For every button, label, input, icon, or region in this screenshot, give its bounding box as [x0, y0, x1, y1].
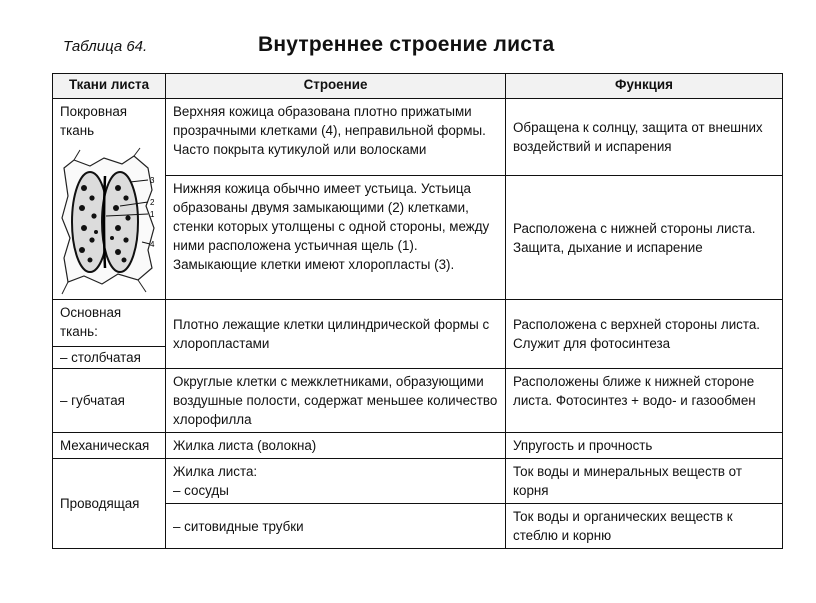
header-function: Функция	[506, 74, 783, 99]
figure-label-4: 4	[150, 240, 155, 249]
cover-lower-structure: Нижняя кожица обычно имеет устьица. Устьица образованы двумя замыкающими (2) клетками, стенки которых утолщены с одной стороны, между ними расположена устьичная щель (1). Замыкающие клетки имеют хлоропласты (3).	[166, 176, 506, 300]
leaf-structure-table	[52, 73, 783, 549]
table-header-row	[53, 74, 783, 99]
tissue-ground-cell	[53, 300, 166, 369]
tissue-ground-label: Основная ткань:	[60, 305, 122, 339]
vein-label: Жилка листа:	[173, 464, 258, 479]
sieve-tubes-label: – ситовидные трубки	[166, 504, 506, 549]
sieve-function: Ток воды и органических веществ к стеблю и корню	[506, 504, 783, 549]
figure-label-3: 3	[150, 176, 155, 185]
table-row	[53, 433, 783, 459]
table-row	[53, 369, 783, 433]
header-tissue: Ткани листа	[53, 74, 166, 99]
tissue-cover-label: Покровная ткань	[60, 104, 128, 138]
tissue-cover-cell	[53, 99, 166, 300]
palisade-structure: Плотно лежащие клетки цилиндрической формы с хлоропластами	[166, 300, 506, 369]
epidermis-stomata-illustration	[60, 146, 158, 296]
table-caption: Таблица 64.	[63, 38, 148, 55]
header-structure: Строение	[166, 74, 506, 99]
tissue-spongy-label: – губчатая	[53, 369, 166, 433]
cover-upper-function: Обращена к солнцу, защита от внешних воздействий и испарения	[506, 99, 783, 176]
mechanical-structure: Жилка листа (волокна)	[166, 433, 506, 459]
conductive-vessels-cell	[166, 459, 506, 504]
page-title: Внутреннее строение листа	[258, 33, 555, 56]
spongy-function: Расположены ближе к нижней стороне листа. Фотосинтез + водо- и газообмен	[506, 369, 783, 433]
spongy-structure: Округлые клетки с межклетниками, образующими воздушные полости, содержат меньшее количество хлорофилла	[166, 369, 506, 433]
table-row	[53, 459, 783, 504]
tissue-mechanical-label: Механическая	[53, 433, 166, 459]
figure-label-2: 2	[150, 198, 155, 207]
figure-label-1: 1	[150, 210, 155, 219]
table-row	[53, 99, 783, 176]
vessels-label: – сосуды	[173, 483, 229, 498]
cover-upper-structure: Верхняя кожица образована плотно прижатыми прозрачными клетками (4), неправильной формы. Часто покрыта кутикулой или волосками	[166, 99, 506, 176]
cover-lower-function: Расположена с нижней стороны листа. Защита, дыхание и испарение	[506, 176, 783, 300]
table-row	[53, 300, 783, 369]
mechanical-function: Упругость и прочность	[506, 433, 783, 459]
tissue-conductive-label: Проводящая	[53, 459, 166, 549]
vessels-function: Ток воды и минеральных веществ от корня	[506, 459, 783, 504]
tissue-palisade-label: – столбчатая	[53, 346, 165, 368]
palisade-function: Расположена с верхней стороны листа. Служит для фотосинтеза	[506, 300, 783, 369]
